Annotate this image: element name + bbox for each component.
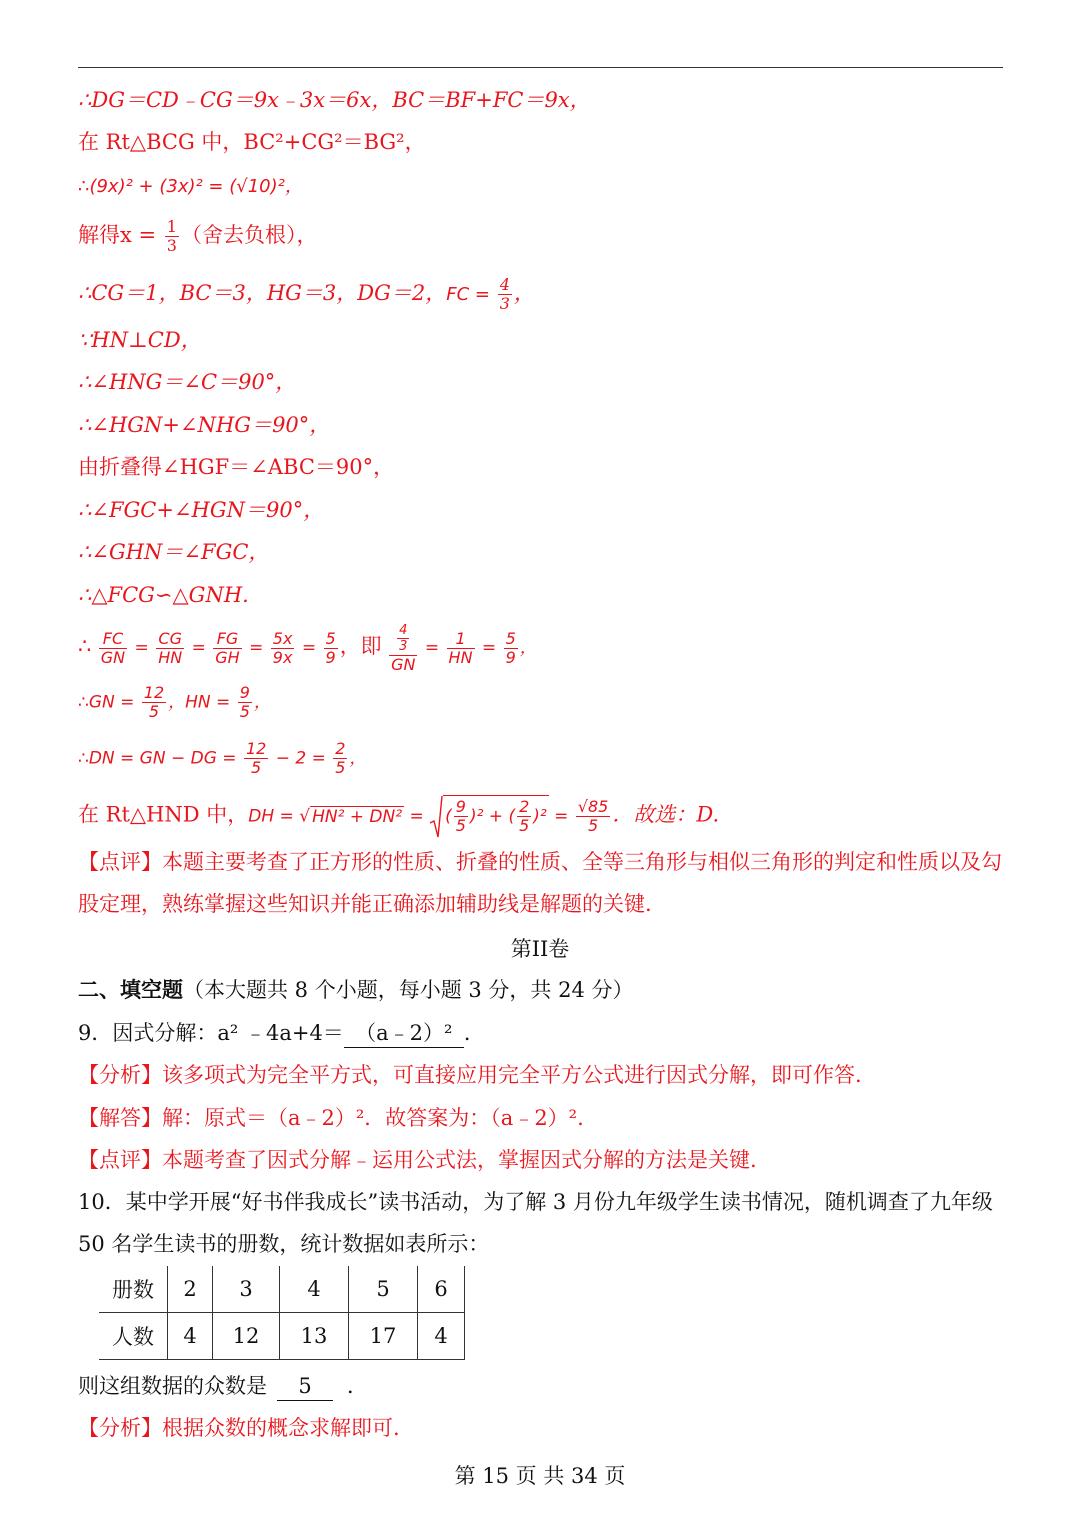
question-10-analysis [78, 1414, 400, 1442]
namely-label: ，即 [339, 634, 382, 658]
eq-dg: ∴DG＝CD﹣CG＝9x﹣3x＝6x， [78, 88, 393, 112]
solution-line-11: ∴∠GHN＝∠FGC， [78, 540, 270, 564]
eq-bc: BC＝BF+FC＝9x， [392, 88, 591, 112]
question-9-comment [78, 1146, 757, 1174]
section-heading [78, 976, 634, 1004]
frac-num: FG [213, 630, 241, 649]
q10-question-text: 则这组数据的众数是 [78, 1374, 267, 1398]
question-10-question [78, 1372, 368, 1401]
fraction [238, 684, 252, 721]
solution-line-4 [78, 218, 317, 255]
solution-line-3 [78, 171, 303, 201]
frac-num [389, 622, 417, 656]
solve-note: （舍去负根）， [180, 223, 318, 247]
frac-den: HN [158, 647, 183, 667]
frac-num: 12 [143, 683, 165, 702]
frac-den: 3 [399, 639, 408, 654]
page-footer: 第 15 页 共 34 页 [454, 1464, 626, 1488]
frac-num: FC [99, 630, 127, 649]
solution-line-15: ∴DN = GN − DG = $\frac{12}{5}$ − 2 = $\frac{2}{5}$ ， [78, 739, 367, 777]
frac-num: 2 [335, 739, 346, 758]
analysis-text: 根据众数的概念求解即可. [162, 1416, 400, 1440]
dh-label: DH = [248, 806, 300, 827]
frac-den: GN [391, 655, 416, 674]
section-heading-label: 二、填空题 [78, 977, 183, 1002]
q10-answer-blank: 5 [277, 1372, 333, 1401]
solution-line-14: ∴GN = $\frac{12}{5}$ ，HN = $\frac{9}{5}$ ， [78, 683, 271, 721]
table-cell: 6 [418, 1266, 465, 1313]
big-sqrt-expression [429, 795, 549, 835]
table-row [99, 1313, 465, 1360]
solve-label: 解得x = [78, 223, 163, 247]
frac-num: 9 [455, 797, 466, 816]
q9-answer-blank: （a﹣2）² [344, 1019, 464, 1048]
header-rule [78, 67, 1003, 68]
frac-num: 2 [519, 797, 530, 816]
table-cell: 人数 [99, 1313, 168, 1360]
solution-line-8: ∴∠HGN+∠NHG＝90°， [78, 413, 331, 437]
frac-den: 5 [148, 702, 160, 721]
fraction [271, 630, 295, 667]
table-cell: 17 [349, 1313, 418, 1360]
analysis-tag: 【分析】 [78, 1063, 162, 1087]
comment-tag: 【点评】 [78, 1148, 162, 1172]
q10-end: ． [347, 1374, 368, 1398]
table-cell: 13 [280, 1313, 349, 1360]
frac-den: 3 [166, 236, 177, 255]
eq-pythagoras: ∴(9x)² + (3x)² = (√10)²， [78, 176, 303, 197]
fraction [517, 798, 531, 835]
question-9-solution [78, 1104, 584, 1132]
solution-line-16: 在 Rt△HND 中，DH = √ HN² + DN² = ( $\frac{9}{5}$ )² + ( $\frac{2}{5}$ )² = $\frac{√85}{5}$ ．故选：D. [78, 795, 719, 835]
fraction [333, 740, 347, 777]
frac-den: GH [215, 647, 240, 667]
solution-line-2: 在 Rt△BCG 中，BC²+CG²＝BG²， [78, 130, 426, 154]
table-cell: 5 [349, 1266, 418, 1313]
therefore-symbol: ∴ [78, 634, 92, 658]
compound-fraction [389, 622, 417, 674]
q9-stem-text: 9．因式分解：a² ﹣4a+4＝ [78, 1021, 344, 1045]
solution-line-9: 由折叠得∠HGF＝∠ABC＝90°， [78, 455, 395, 479]
question-9-stem [78, 1019, 485, 1048]
frac-num: CG [156, 630, 184, 649]
table-cell: 3 [213, 1266, 280, 1313]
question-9-analysis [78, 1061, 862, 1089]
comment-text: 本题主要考查了正方形的性质、折叠的性质、全等三角形与相似三角形的判定和性质以及勾股定理，熟练掌握这些知识并能正确添加辅助线是解题的关键. [78, 850, 1002, 916]
analysis-text: 该多项式为完全平方式，可直接应用完全平方公式进行因式分解，即可作答. [162, 1063, 862, 1087]
fraction [213, 630, 241, 667]
frac-den: 9x [272, 647, 293, 667]
analysis-tag: 【分析】 [78, 1416, 162, 1440]
radical-sign [429, 795, 443, 839]
dn-label: ∴DN = GN − DG = [78, 748, 242, 769]
answer-choice: ．故选：D. [612, 802, 720, 827]
sqrt-radicand: HN² + DN² [312, 806, 403, 827]
radicand: ( $\frac{9}{5}$ )² + ( $\frac{2}{5}$ )² [445, 797, 547, 835]
solution-tag: 【解答】 [78, 1106, 162, 1130]
frac-num: 12 [245, 739, 267, 758]
frac-den: GN [100, 647, 126, 667]
fraction [99, 630, 127, 667]
table-cell: 4 [280, 1266, 349, 1313]
frac-num: 9 [239, 683, 250, 702]
gn-label: ∴GN = [78, 692, 140, 713]
frac-den: 5 [455, 816, 466, 835]
fraction [156, 630, 184, 667]
fraction [447, 630, 475, 667]
frac-num: 5 [505, 628, 516, 648]
solution-line-12: ∴△FCG∽△GNH. [78, 583, 249, 607]
section-title: 第II卷 [510, 937, 570, 961]
fraction [504, 630, 518, 667]
fc-label: FC = [446, 284, 496, 305]
comment-tag: 【点评】 [78, 850, 162, 874]
section-heading-note: （本大题共 8 个小题，每小题 3 分，共 24 分） [183, 978, 634, 1002]
frac-num: 4 [499, 275, 510, 294]
fraction-result [576, 798, 611, 835]
question-10-stem: 10．某中学开展“好书伴我成长”读书活动，为了解 3 月份九年级学生读书情况，随机调查了九年级 50 名学生读书的册数，统计数据如表所示： [78, 1190, 993, 1256]
fraction-fc [498, 276, 512, 313]
frac-num: 5 [325, 628, 336, 648]
equals-sign: = [404, 806, 430, 827]
frac-den: 5 [519, 816, 530, 835]
fraction [142, 684, 166, 721]
table-cell: 册数 [99, 1266, 168, 1313]
frac-num: √85 [577, 796, 609, 816]
q9-end: ． [463, 1021, 485, 1045]
solution-line-7: ∴∠HNG＝∠C＝90°， [78, 370, 297, 394]
frac-den: 5 [239, 702, 250, 721]
frac-num: 4 [399, 623, 408, 638]
table-cell: 2 [168, 1266, 213, 1313]
triangle-label: 在 Rt△HND 中， [78, 802, 249, 827]
hn-label: ，HN = [168, 692, 236, 713]
solution-text: 解：原式＝（a﹣2）²．故答案为：（a﹣2）². [162, 1106, 584, 1130]
frac-den: 9 [505, 647, 516, 667]
fraction [324, 630, 338, 667]
table-cell: 12 [213, 1313, 280, 1360]
table-row [99, 1266, 465, 1313]
frac-den: HN [448, 647, 473, 667]
frac-den: 9 [325, 647, 336, 667]
solution-line-1 [78, 86, 591, 114]
frac-den: 5 [335, 758, 346, 777]
frac-num: 1 [166, 217, 177, 236]
reading-data-table [99, 1266, 465, 1360]
fraction-x [165, 218, 179, 255]
comment-paragraph [78, 841, 1003, 925]
sqrt-expression: √ HN² + DN² [299, 806, 403, 827]
fraction [244, 740, 268, 777]
frac-num: 1 [447, 630, 475, 649]
frac-num: 5x [272, 628, 293, 648]
values-list: ∴CG＝1，BC＝3，HG＝3，DG＝2， [78, 281, 447, 305]
table-cell: 4 [168, 1313, 213, 1360]
solution-line-13: ∴ $\frac{FC}{GN}$ = $\frac{CG}{HN}$ = $\frac{FG}{GH}$ = $\frac{5x}{9x}$ = $\frac{5}{9}$ ，即 $\frac{\frac{4}{3}}{GN}$ = $\frac{1}{HN}$ = $\frac{5}{9}$ ， [78, 623, 537, 674]
solution-line-5: ∴CG＝1，BC＝3，HG＝3，DG＝2，FC = $\frac{4}{3}$ ， [78, 275, 535, 313]
fraction [454, 798, 468, 835]
solution-line-6: ∵HN⊥CD， [78, 328, 202, 352]
inner-fraction [397, 623, 409, 654]
frac-den: 3 [499, 294, 510, 313]
comment-text: 本题考查了因式分解﹣运用公式法，掌握因式分解的方法是关键. [162, 1148, 757, 1172]
frac-den: 5 [587, 815, 599, 835]
minus-two: − 2 = [270, 748, 332, 769]
frac-den: 5 [251, 758, 262, 777]
table-cell: 4 [418, 1313, 465, 1360]
solution-line-10: ∴∠FGC+∠HGN＝90°， [78, 498, 325, 522]
